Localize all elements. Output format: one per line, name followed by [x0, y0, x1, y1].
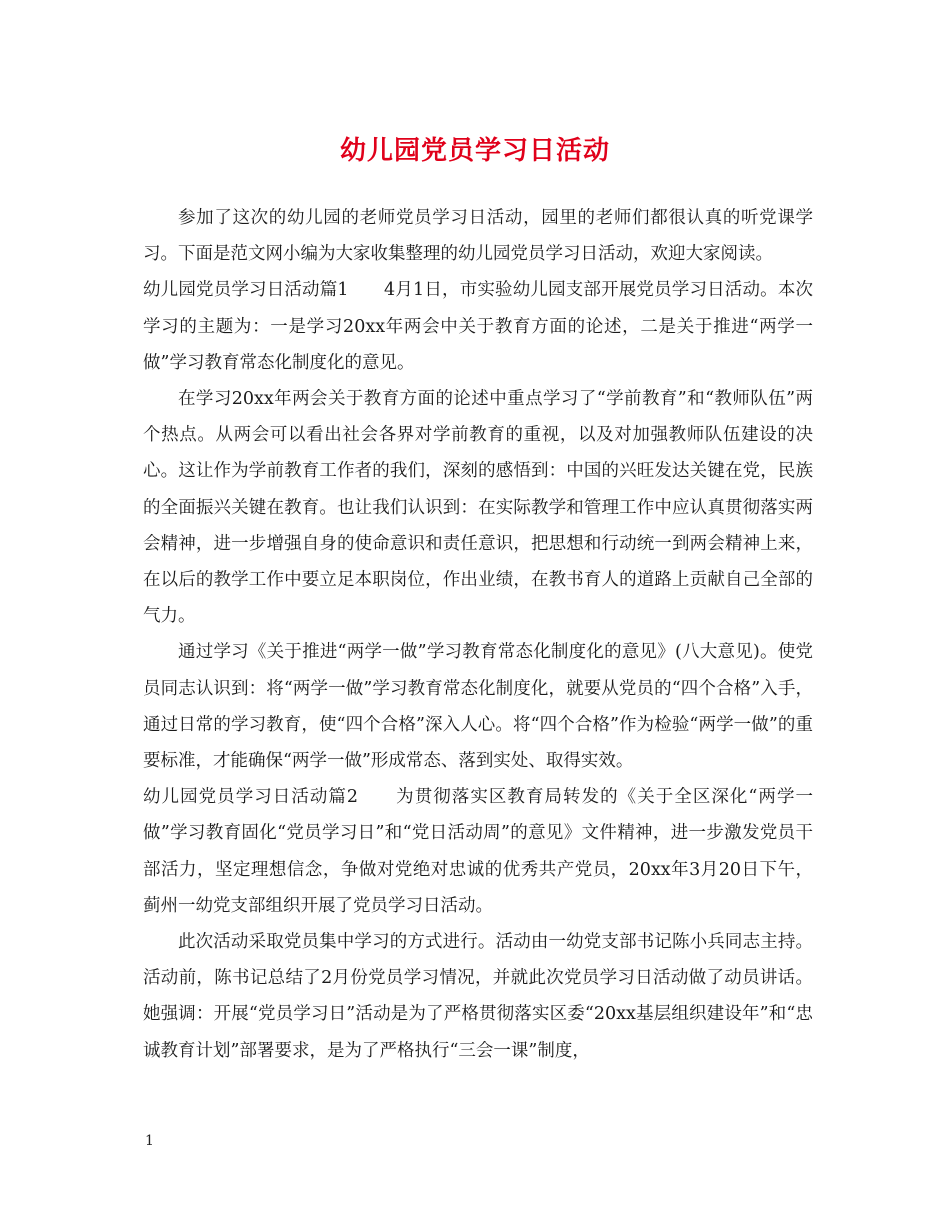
page-number: 1 [145, 1133, 154, 1149]
paragraph-article-2: 幼儿园党员学习日活动篇2 为贯彻落实区教育局转发的《关于全区深化“两学一做”学习教育固化“党员学习日”和“党日活动周”的意见》文件精神，进一步激发党员干部活力，坚定理想信念，争做对党绝对忠诚的优秀共产党员，20xx年3月20日下午，蓟州一幼党支部组织开展了党员学习日活动。 [143, 787, 813, 916]
paragraph-liangxue: 通过学习《关于推进“两学一做”学习教育常态化制度化的意见》(八大意见)。使党员同志认识到：将“两学一做”学习教育常态化制度化，就要从党员的“四个合格”入手，通过日常的学习教育，使“四个合格”深入人心。将“四个合格”作为检验“两学一做”的重要标准，才能确保“两学一做”形成常态、落到实处、取得实效。 [143, 642, 813, 772]
paragraph-activity: 此次活动采取党员集中学习的方式进行。活动由一幼党支部书记陈小兵同志主持。活动前，陈书记总结了2月份党员学习情况，并就此次党员学习日活动做了动员讲话。她强调：开展“党员学习日”活动是为了严格贯彻落实区委“20xx基层组织建设年”和“忠诚教育计划”部署要求，是为了严格执行“三会一课”制度， [143, 932, 813, 1061]
document-title: 幼儿园党员学习日活动 [339, 136, 610, 166]
document-body [143, 200, 813, 1069]
paragraph-lianghui: 在学习20xx年两会关于教育方面的论述中重点学习了“学前教育”和“教师队伍”两个热点。从两会可以看出社会各界对学前教育的重视，以及对加强教师队伍建设的决心。这让作为学前教育工作者的我们，深刻的感悟到：中国的兴旺发达关键在党，民族的全面振兴关键在教育。也让我们认识到：在实际教学和管理工作中应认真贯彻落实两会精神，进一步增强自身的使命意识和责任意识，把思想和行动统一到两会精神上来，在以后的教学工作中要立足本职岗位，作出业绩，在教书育人的道路上贡献自己全部的气力。 [143, 389, 813, 627]
paragraph-intro: 参加了这次的幼儿园的老师党员学习日活动，园里的老师们都很认真的听党课学习。下面是范文网小编为大家收集整理的幼儿园党员学习日活动，欢迎大家阅读。 [143, 208, 813, 265]
paragraph-article-1: 幼儿园党员学习日活动篇1 4月1日，市实验幼儿园支部开展党员学习日活动。本次学习的主题为：一是学习20xx年两会中关于教育方面的论述，二是关于推进“两学一做”学习教育常态化制度化的意见。 [143, 280, 813, 373]
